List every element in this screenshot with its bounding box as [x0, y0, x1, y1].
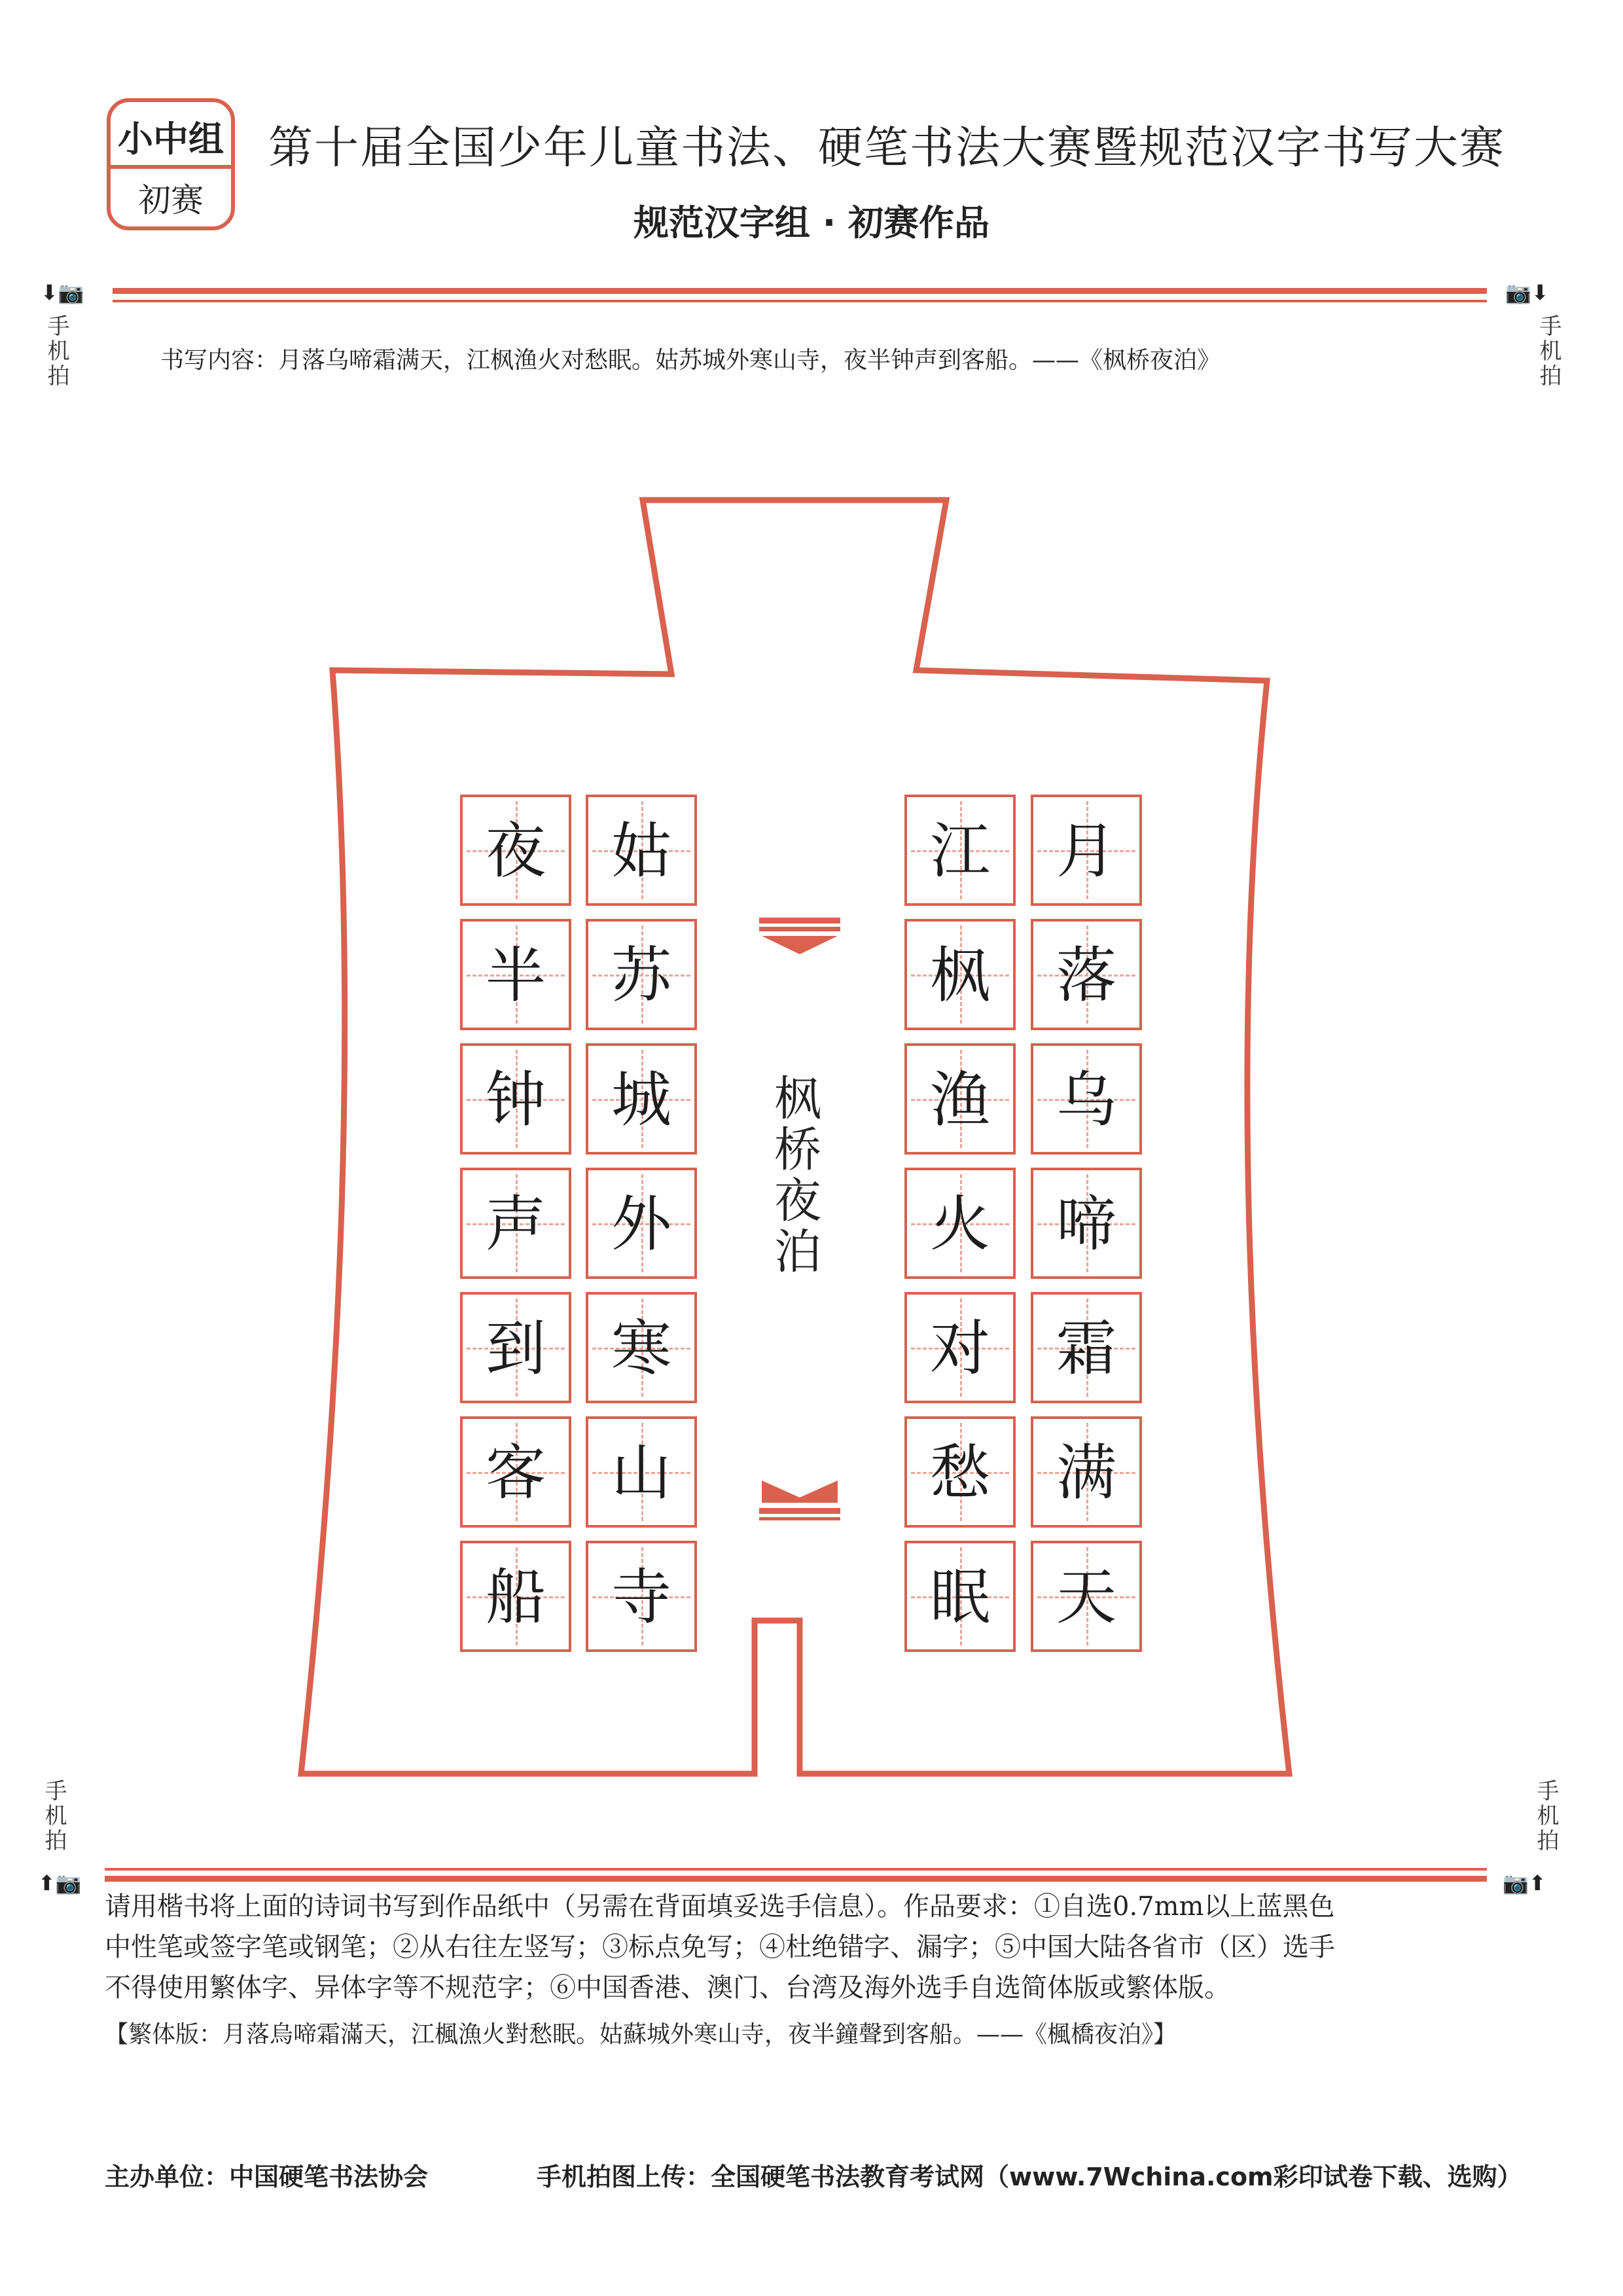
- poem-char: 城: [611, 1065, 671, 1135]
- grid-cell: [1031, 1292, 1142, 1403]
- badge-group: 小中组: [118, 118, 224, 160]
- badge-stage: 初赛: [138, 181, 204, 219]
- poem-char: 半: [485, 941, 546, 1011]
- poem-char: 寒: [611, 1314, 671, 1384]
- poem-char: 声: [485, 1189, 546, 1259]
- bottom-rule-thin: [105, 1868, 1487, 1871]
- poem-char: 天: [1056, 1562, 1116, 1632]
- grid-cell: [460, 1168, 571, 1279]
- requirements: [105, 1886, 1531, 2008]
- phone-label-top-left: 手机拍: [43, 314, 69, 389]
- poem-char: 愁: [929, 1438, 990, 1508]
- ornament-top: [759, 918, 840, 954]
- grid-cell: [586, 1541, 697, 1652]
- poem-char: 外: [611, 1189, 671, 1259]
- grid-cell: [1031, 1416, 1142, 1528]
- requirements-line: 请用楷书将上面的诗词书写到作品纸中（另需在背面填妥选手信息）。作品要求：①自选0.7mm以上蓝黑色: [105, 1892, 1335, 1922]
- grid-cell: [586, 1168, 697, 1279]
- grid-cell: [460, 1416, 571, 1528]
- poem-char: 船: [485, 1562, 546, 1632]
- camera-icon-bottom-right: 📷⬆: [1503, 1871, 1546, 1895]
- requirements-line: 不得使用繁体字、异体字等不规范字；⑥中国香港、澳门、台湾及海外选手自选简体版或繁体版。: [105, 1973, 1230, 2003]
- page-subtitle: 规范汉字组 · 初赛作品: [633, 202, 990, 243]
- grid-cell: [586, 795, 697, 906]
- poem-char: 江: [929, 816, 990, 886]
- traditional-version: 【繁体版：月落烏啼霜滿天，江楓漁火對愁眠。姑蘇城外寒山寺，夜半鐘聲到客船。——《楓橋夜泊》】: [105, 2021, 1177, 2048]
- poem-char: 夜: [485, 816, 546, 886]
- poem-char: 苏: [611, 941, 671, 1011]
- grid-cell: [904, 1541, 1016, 1652]
- grid-cell: [904, 1416, 1016, 1528]
- poem-char: 枫: [929, 941, 990, 1011]
- poem-char: 眠: [929, 1562, 990, 1632]
- grid-cell: [1031, 1043, 1142, 1155]
- grid-cell: [460, 1292, 571, 1403]
- poem-char: 寺: [611, 1562, 671, 1632]
- grid-cell: [460, 919, 571, 1030]
- grid-cell: [904, 1292, 1016, 1403]
- poem-char: 乌: [1056, 1065, 1116, 1135]
- grid-cell: [586, 919, 697, 1030]
- poem-char: 月: [1056, 816, 1116, 886]
- grid-cell: [460, 1541, 571, 1652]
- bottom-rule-thick: [105, 1876, 1487, 1882]
- organizer: 主办单位：中国硬笔书法协会: [105, 2162, 429, 2191]
- poem-char: 落: [1056, 941, 1116, 1011]
- grid-cell: [904, 1168, 1016, 1279]
- grid-cell: [1031, 1168, 1142, 1279]
- requirements-line: 中性笔或签字笔或钢笔；②从右往左竖写；③标点免写；④杜绝错字、漏字；⑤中国大陆各省市（区）选手: [105, 1932, 1335, 1962]
- poem-char: 山: [611, 1438, 671, 1508]
- poem-char: 满: [1056, 1438, 1116, 1508]
- poem-char: 到: [485, 1314, 546, 1384]
- grid-cell: [1031, 795, 1142, 906]
- writing-content: 书写内容：月落乌啼霜满天，江枫渔火对愁眠。姑苏城外寒山寺，夜半钟声到客船。——《枫桥夜泊》: [160, 347, 1221, 374]
- poem-char: 姑: [611, 816, 671, 886]
- camera-icon-top-left: ⬇📷: [41, 280, 84, 305]
- grid-cell: [1031, 1541, 1142, 1652]
- page-title: 第十届全国少年儿童书法、硬笔书法大赛暨规范汉字书写大赛: [268, 122, 1506, 174]
- phone-label-top-right: 手机拍: [1535, 314, 1561, 389]
- poem-char: 火: [929, 1189, 990, 1259]
- poem-char: 霜: [1056, 1314, 1116, 1384]
- grid-cell: [586, 1416, 697, 1528]
- ornament-bottom: [759, 1480, 840, 1520]
- poem-char: 啼: [1056, 1189, 1116, 1259]
- poem-char: 对: [929, 1314, 990, 1384]
- grid-cell: [904, 1043, 1016, 1155]
- camera-icon-bottom-left: ⬆📷: [38, 1871, 82, 1895]
- grid-cell: [460, 795, 571, 906]
- grid-cell: [904, 795, 1016, 906]
- camera-icon-top-right: 📷⬇: [1505, 280, 1549, 305]
- grid-cell: [586, 1043, 697, 1155]
- poem-char: 渔: [929, 1065, 990, 1135]
- phone-label-bottom-right: 手机拍: [1533, 1779, 1559, 1854]
- poem-title: 枫桥夜泊: [766, 1073, 821, 1278]
- upload-info: 手机拍图上传：全国硬笔书法教育考试网（www.7Wchina.com彩印试卷下载、选购）: [537, 2162, 1522, 2191]
- phone-label-bottom-left: 手机拍: [41, 1779, 67, 1854]
- grid-cell: [1031, 919, 1142, 1030]
- poem-char: 客: [485, 1438, 546, 1508]
- poem-char: 钟: [485, 1065, 546, 1135]
- grid-cell: [460, 1043, 571, 1155]
- grid-cell: [904, 919, 1016, 1030]
- grid-cell: [586, 1292, 697, 1403]
